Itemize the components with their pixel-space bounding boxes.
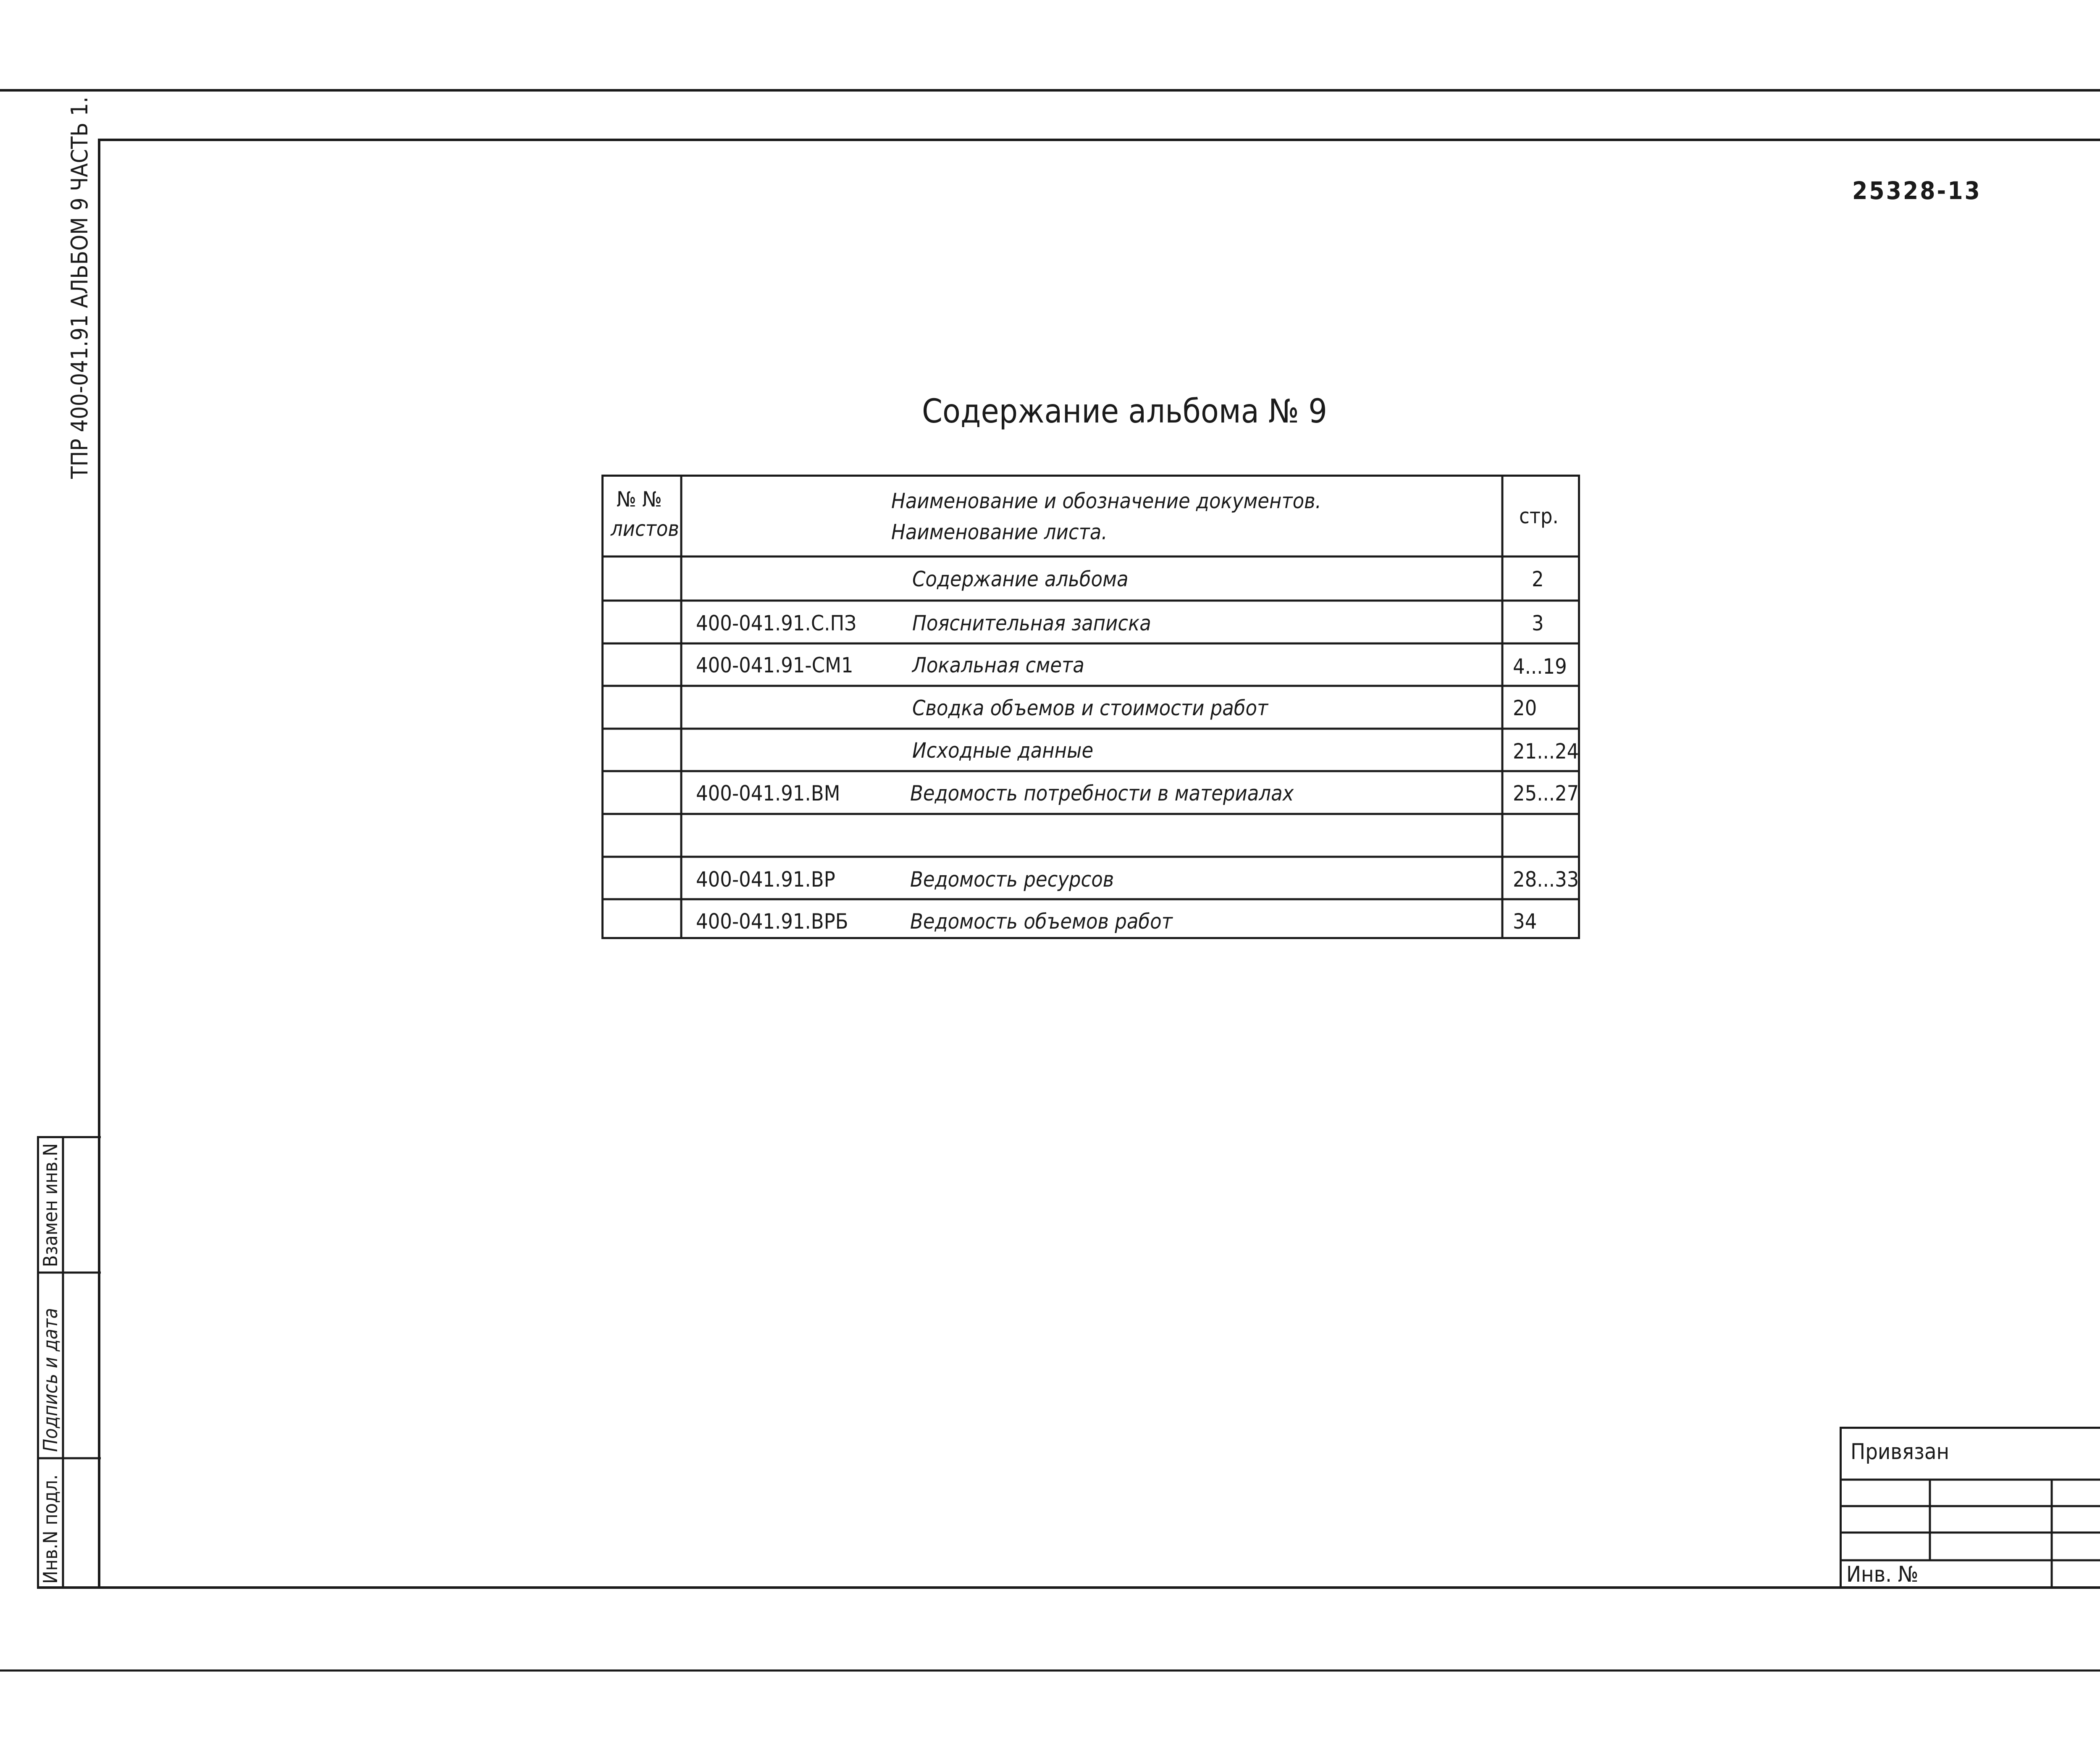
row-6-page: 25...27 [1513, 781, 1579, 806]
row-9-page: 34 [1513, 909, 1537, 934]
row-6-name: Ведомость потребности в материалах [910, 781, 1294, 806]
outer-bottom-line [0, 1669, 2100, 1672]
page-title: Содержание альбома № 9 [922, 393, 1327, 430]
bind-block-inv-no-label: Инв. № [1846, 1562, 1919, 1587]
row-8-name: Ведомость ресурсов [910, 867, 1114, 892]
row-3-page: 4...19 [1513, 654, 1567, 679]
frame-bottom-line [38, 1586, 2100, 1589]
side-title: ТПР 400-041.91 АЛЬБОМ 9 ЧАСТЬ 1. [66, 96, 93, 479]
stamp-inv-orig-label: Инв.N подл. [39, 1474, 62, 1584]
row-6-code: 400-041.91.ВМ [696, 781, 840, 806]
header-page: стр. [1519, 504, 1559, 528]
doc-code: 25328-13 [1852, 176, 1982, 205]
row-5-page: 21...24 [1513, 739, 1579, 764]
row-3-code: 400-041.91-СМ1 [696, 653, 853, 677]
bind-block [1840, 1427, 2100, 1589]
row-8-code: 400-041.91.ВР [696, 867, 835, 892]
frame-top-tick [99, 139, 116, 141]
header-sheets-no: № № [617, 487, 662, 512]
contents-table [601, 475, 1580, 939]
header-name-line2: Наименование листа. [891, 520, 1108, 544]
row-4-name: Сводка объемов и стоимости работ [912, 696, 1268, 720]
row-8-page: 28...33 [1513, 867, 1579, 892]
header-name-line1: Наименование и обозначение документов. [891, 489, 1321, 513]
row-2-name: Пояснительная записка [912, 611, 1151, 635]
row-4-page: 20 [1513, 696, 1537, 720]
row-1-page: 2 [1532, 567, 1544, 591]
row-9-name: Ведомость объемов работ [910, 909, 1173, 934]
outer-top-line [0, 89, 2100, 92]
bind-block-bound-label: Привязан [1851, 1439, 1950, 1465]
row-9-code: 400-041.91.ВРБ [696, 909, 848, 934]
stamp-sign-date-label: Подпись и дата [39, 1308, 62, 1452]
left-stamp [37, 1136, 101, 1589]
header-sheets-label: листов [611, 517, 679, 541]
row-2-page: 3 [1532, 611, 1544, 635]
row-3-name: Локальная смета [912, 653, 1084, 677]
row-5-name: Исходные данные [912, 738, 1094, 763]
row-1-name: Содержание альбома [912, 567, 1129, 591]
row-2-code: 400-041.91.С.ПЗ [696, 611, 857, 635]
frame-top-line [99, 139, 2100, 141]
stamp-replace-label: Взамен инв.N [39, 1143, 62, 1267]
